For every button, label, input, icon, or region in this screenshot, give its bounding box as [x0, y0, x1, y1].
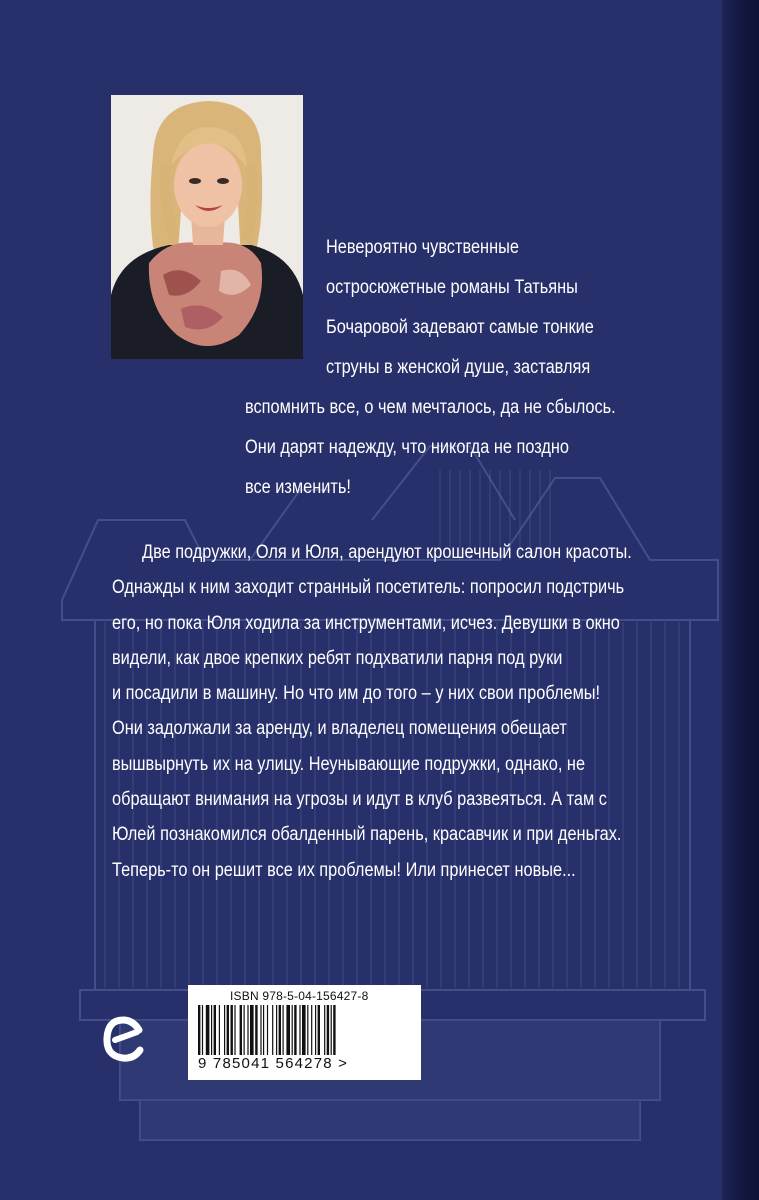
isbn-barcode-box	[188, 985, 421, 1080]
synopsis-line: Теперь-то он решит все их проблемы! Или принесет новые...	[112, 859, 576, 881]
synopsis-line: Две подружки, Оля и Юля, арендуют крошечный салон красоты.	[142, 542, 632, 563]
book-synopsis	[112, 535, 722, 888]
author-blurb-line: струны в женской душе, заставляя	[326, 357, 591, 378]
barcode-digits: 9 785041 564278 >	[198, 1055, 349, 1072]
synopsis-line: и посадили в машину. Но что им до того – у них свои проблемы!	[112, 683, 601, 705]
synopsis-line: видели, как двое крепких ребят подхватили парня под руки	[112, 647, 563, 669]
synopsis-line: Однажды к ним заходит странный посетитель: попросил подстричь	[112, 577, 625, 599]
synopsis-line: Юлей познакомился обалденный парень, красавчик и при деньгах.	[112, 824, 622, 846]
author-blurb-line: вспомнить все, о чем мечталось, да не сбылось.	[245, 397, 616, 418]
synopsis-line: Они задолжали за аренду, и владелец помещения обещает	[112, 718, 567, 740]
barcode	[198, 1005, 388, 1057]
author-blurb-line: Невероятно чувственные	[326, 237, 519, 258]
synopsis-line: его, но пока Юля ходила за инструментами, исчез. Девушки в окно	[112, 612, 620, 634]
author-blurb-line: Они дарят надежду, что никогда не поздно	[245, 437, 570, 458]
isbn-label: ISBN 978-5-04-156427-8	[230, 989, 369, 1003]
author-blurb-line: Бочаровой задевают самые тонкие	[326, 317, 594, 338]
eksmo-logo-icon	[103, 1016, 145, 1064]
author-blurb	[240, 228, 710, 508]
synopsis-line: обращают внимания на угрозы и идут в клуб развеяться. А там с	[112, 789, 607, 811]
author-blurb-line: все изменить!	[245, 477, 351, 498]
author-blurb-line: остросюжетные романы Татьяны	[326, 277, 578, 298]
synopsis-line: вышвырнуть их на улицу. Неунывающие подружки, однако, не	[112, 753, 586, 775]
spine-edge	[722, 0, 759, 1200]
